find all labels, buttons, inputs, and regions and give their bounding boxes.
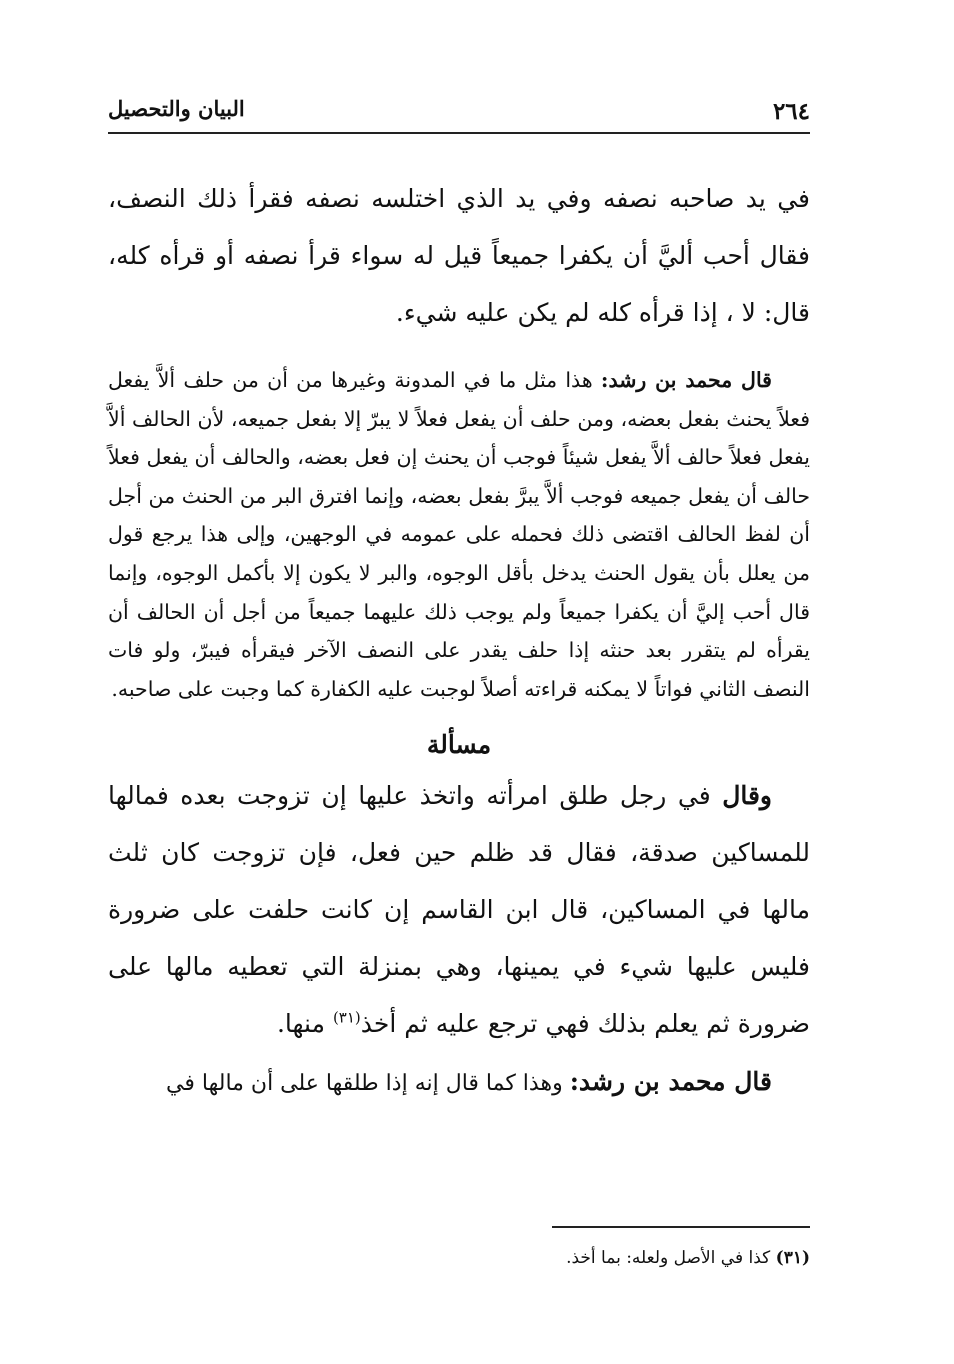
case-text: في رجل طلق امرأته واتخذ عليها إن تزوجت بعده فمالها للمساكين صدقة، فقال قد ظلم حين فعل، فإن تزوجت كان ثلث مالها في المساكين، قال ابن القاسم إن كانت حلفت على ضرورة فليس عليها شيء في يمينها، وهي بمنزلة التي تعطيه مالها على ضرورة ثم يعلم بذلك فهي ترجع عليه ثم أخذ xyxy=(108,781,810,1039)
paragraph-case xyxy=(108,767,810,1052)
paragraph-commentary xyxy=(108,361,810,708)
speaker-label: قال محمد بن رشد: xyxy=(600,368,772,392)
speaker-label: وقال xyxy=(722,781,772,811)
paragraph-commentary-2 xyxy=(108,1062,810,1104)
case-text-end: منها. xyxy=(276,1009,333,1039)
book-page xyxy=(108,88,810,1308)
footnote-number: (٣١) xyxy=(775,1248,810,1268)
footnote xyxy=(566,1248,810,1268)
book-title: البيان والتحصيل xyxy=(108,96,245,121)
running-head xyxy=(108,88,810,134)
commentary-text: هذا مثل ما في المدونة وغيرها من أن من حلف ألاَّ يفعل فعلاً يحنث بفعل بعضه، ومن حلف أن يفعل فعلاً لا يبرّ إلا بفعل جميعه، لأن الحالف ألاَّ يفعل فعلاً حالف ألاَّ يفعل شيئاً فوجب أن يحنث إن فعل بعضه، والحالف أن يفعل فعلاً حالف أن يفعل جميعه فوجب ألاَّ يبرَّ بفعل بعضه، وإنما افترق البر من الحنث من أجل أن لفظ الحالف اقتضى ذلك فحمله على عمومه في الوجهين، وإلى هذا يرجع قول من يعلل بأن يقول الحنث يدخل بأقل الوجوه، والبر لا يكون إلا بأكمل الوجوه، وإنما قال أحب إليَّ أن يكفرا جميعاً ولم يوجب ذلك عليهما جميعاً من أجل أن الحالف أن يقرأه لم يتقرر بعد حنثه إذا حلف يقدر على النصف الآخر فيقرأه فيبرّ، ولو فات النصف الثاني فواتاً لا يمكنه قراءته أصلاً لوجبت عليه الكفارة كما وجبت على صاحبه. xyxy=(108,368,810,701)
footnote-text: كذا في الأصل ولعله: بما أخذ. xyxy=(566,1248,776,1268)
section-heading: مسألة xyxy=(426,730,492,760)
footnote-divider xyxy=(552,1226,810,1228)
paragraph-question: في يد صاحبه نصفه وفي يد الذي اختلسه نصفه فقرأ ذلك النصف، فقال أحب أليَّ أن يكفرا جميعاً قيل له سواء قرأ نصفه أو قرأه كله، قال: لا ، إذا قرأه كله لم يكن عليه شيء. xyxy=(108,184,810,327)
speaker-label: قال محمد بن رشد: xyxy=(569,1067,772,1097)
footnote-reference: (٣١) xyxy=(332,1009,361,1028)
commentary-text-2: وهذا كما قال إنه إذا طلقها على أن مالها في xyxy=(166,1071,570,1097)
page-number: ٢٦٤ xyxy=(772,98,810,125)
